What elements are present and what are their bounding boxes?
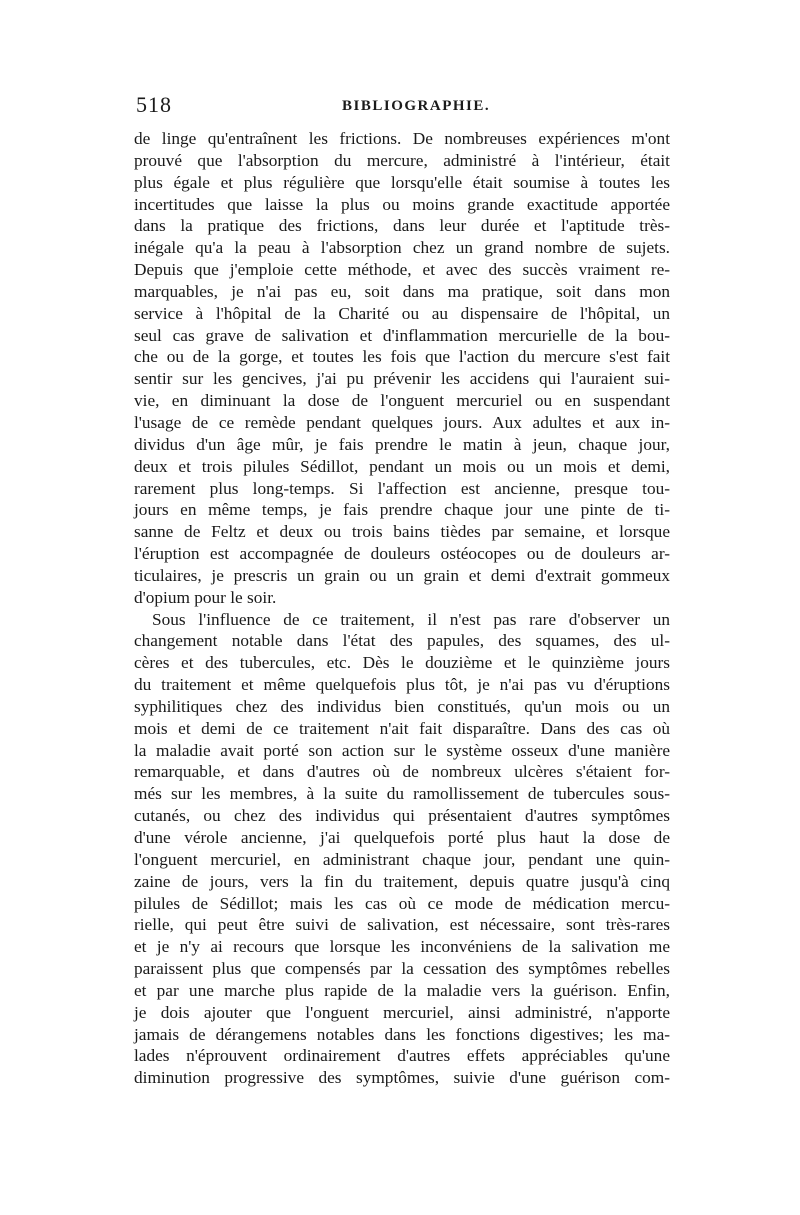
text-line: l'éruption est accompagnée de douleurs ostéocopes ou de douleurs ar-	[134, 544, 670, 564]
text-line: du traitement et même quelquefois plus tôt, je n'ai pas vu d'éruptions	[134, 675, 670, 695]
text-line: més sur les membres, à la suite du ramollissement de tubercules sous-	[134, 784, 670, 804]
paragraph-2	[134, 609, 670, 1090]
text-line: et je n'y ai recours que lorsque les inconvéniens de la salivation me	[134, 937, 670, 957]
text-line: inégale qu'a la peau à l'absorption chez un grand nombre de sujets.	[134, 238, 670, 258]
text-line: jamais de dérangemens notables dans les fonctions digestives; les ma-	[134, 1024, 670, 1044]
text-line: rielle, qui peut être suivi de salivation, est nécessaire, sont très-rares	[134, 915, 670, 935]
text-line: rarement plus long-temps. Si l'affection est ancienne, presque tou-	[134, 478, 670, 498]
text-line: ticulaires, je prescris un grain ou un grain et demi d'extrait gommeux	[134, 565, 670, 585]
text-line: changement notable dans l'état des papules, des squames, des ul-	[134, 631, 670, 651]
text-line: vie, en diminuant la dose de l'onguent mercuriel ou en suspendant	[134, 391, 670, 411]
running-head	[136, 92, 668, 126]
text-line: d'une vérole ancienne, j'ai quelquefois porté plus haut la dose de	[134, 828, 670, 847]
text-line: et par une marche plus rapide de la maladie vers la guérison. Enfin,	[134, 980, 670, 1000]
text-line: dans la pratique des frictions, dans leur durée et l'aptitude très-	[134, 216, 670, 236]
page-number: 518	[136, 92, 172, 117]
text-line: sanne de Feltz et deux ou trois bains tièdes par semaine, et lorsque	[134, 522, 670, 542]
text-line: cères et des tubercules, etc. Dès le douzième et le quinzième jours	[134, 653, 670, 673]
text-line: l'onguent mercuriel, en administrant chaque jour, pendant une quin-	[134, 849, 670, 869]
header-title: BIBLIOGRAPHIE.	[342, 98, 491, 114]
text-line: la maladie avait porté son action sur le système osseux d'une manière	[134, 740, 670, 760]
paragraph-1	[134, 128, 670, 609]
text-line: d'opium pour le soir.	[134, 587, 277, 607]
text-line: diminution progressive des symptômes, suivie d'une guérison com-	[134, 1068, 670, 1088]
text-line: de linge qu'entraînent les frictions. De nombreuses expériences m'ont	[134, 129, 670, 148]
text-line: cutanés, ou chez des individus qui présentaient d'autres symptômes	[134, 806, 670, 826]
text-line: plus égale et plus régulière que lorsqu'elle était soumise à toutes les	[134, 172, 670, 192]
text-line: jours en même temps, je fais prendre chaque jour une pinte de ti-	[134, 500, 670, 520]
text-line: seul cas grave de salivation et d'inflammation mercurielle de la bou-	[134, 325, 670, 345]
text-line: remarquable, et dans d'autres où de nombreux ulcères s'étaient for-	[134, 762, 670, 782]
text-line: sentir sur les gencives, j'ai pu prévenir les accidens qui l'auraient sui-	[134, 369, 670, 389]
text-line: Depuis que j'emploie cette méthode, et avec des succès vraiment re-	[134, 260, 670, 280]
text-line: dividus d'un âge mûr, je fais prendre le matin à jeun, chaque jour,	[134, 434, 670, 454]
text-line: Sous l'influence de ce traitement, il n'est pas rare d'observer un	[152, 609, 670, 629]
text-line: incertitudes que laisse la plus ou moins grande exactitude apportée	[134, 194, 670, 214]
text-line: lades n'éprouvent ordinairement d'autres effets appréciables qu'une	[134, 1046, 670, 1066]
text-line: paraissent plus que compensés par la cessation des symptômes rebelles	[134, 959, 670, 979]
text-line: l'usage de ce remède pendant quelques jours. Aux adultes et aux in-	[134, 412, 670, 432]
text-line: je dois ajouter que l'onguent mercuriel, ainsi administré, n'apporte	[134, 1002, 670, 1022]
text-line: marquables, je n'ai pas eu, soit dans ma pratique, soit dans mon	[134, 281, 670, 301]
text-line: syphilitiques chez des individus bien constitués, qu'un mois ou un	[134, 696, 670, 716]
text-line: mois et demi de ce traitement n'ait fait disparaître. Dans des cas où	[134, 718, 670, 738]
text-line: deux et trois pilules Sédillot, pendant un mois ou un mois et demi,	[134, 456, 670, 476]
text-line: che ou de la gorge, et toutes les fois que l'action du mercure s'est fait	[134, 347, 670, 367]
body-text	[134, 128, 670, 1089]
text-line: service à l'hôpital de la Charité ou au dispensaire de l'hôpital, un	[134, 303, 670, 323]
text-line: prouvé que l'absorption du mercure, administré à l'intérieur, était	[134, 150, 670, 170]
text-line: zaine de jours, vers la fin du traitement, depuis quatre jusqu'à cinq	[134, 871, 670, 891]
text-line: pilules de Sédillot; mais les cas où ce mode de médication mercu-	[134, 893, 670, 913]
